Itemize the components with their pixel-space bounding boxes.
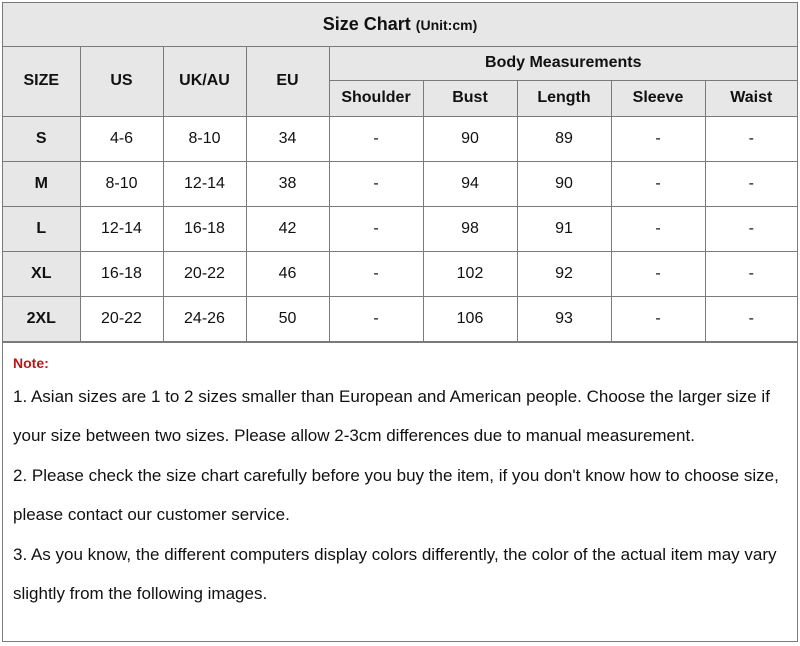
cell-bust: 94	[423, 161, 517, 206]
cell-waist: -	[705, 116, 797, 161]
cell-ukau: 24-26	[163, 296, 246, 341]
table-row	[3, 206, 797, 251]
note-item: 1. Asian sizes are 1 to 2 sizes smaller than European and American people. Choose the larger size if your size between two sizes. Please allow 2-3cm differences due to manual measurement.	[13, 386, 770, 446]
cell-bust: 90	[423, 116, 517, 161]
cell-size: 2XL	[3, 296, 80, 341]
cell-shoulder: -	[329, 296, 423, 341]
cell-size: S	[3, 116, 80, 161]
cell-ukau: 12-14	[163, 161, 246, 206]
size-table	[3, 47, 797, 342]
cell-shoulder: -	[329, 116, 423, 161]
cell-eu: 38	[246, 161, 329, 206]
header-size: SIZE	[3, 47, 80, 116]
cell-ukau: 16-18	[163, 206, 246, 251]
cell-waist: -	[705, 296, 797, 341]
cell-bust: 106	[423, 296, 517, 341]
cell-bust: 98	[423, 206, 517, 251]
table-row	[3, 296, 797, 341]
cell-eu: 46	[246, 251, 329, 296]
cell-sleeve: -	[611, 296, 705, 341]
cell-length: 90	[517, 161, 611, 206]
cell-size: XL	[3, 251, 80, 296]
size-chart-title-bar	[3, 3, 797, 47]
cell-shoulder: -	[329, 161, 423, 206]
cell-us: 20-22	[80, 296, 163, 341]
header-ukau: UK/AU	[163, 47, 246, 116]
cell-eu: 34	[246, 116, 329, 161]
cell-eu: 42	[246, 206, 329, 251]
table-row	[3, 161, 797, 206]
cell-length: 89	[517, 116, 611, 161]
cell-sleeve: -	[611, 161, 705, 206]
note-label: Note:	[13, 354, 49, 371]
header-sleeve: Sleeve	[611, 80, 705, 116]
cell-sleeve: -	[611, 116, 705, 161]
size-chart-title: Size Chart	[322, 14, 411, 34]
cell-shoulder: -	[329, 206, 423, 251]
cell-sleeve: -	[611, 251, 705, 296]
header-length: Length	[517, 80, 611, 116]
size-chart-unit: (Unit:cm)	[415, 16, 478, 33]
cell-waist: -	[705, 206, 797, 251]
cell-sleeve: -	[611, 206, 705, 251]
cell-us: 12-14	[80, 206, 163, 251]
cell-shoulder: -	[329, 251, 423, 296]
header-us: US	[80, 47, 163, 116]
cell-bust: 102	[423, 251, 517, 296]
cell-waist: -	[705, 251, 797, 296]
cell-ukau: 8-10	[163, 116, 246, 161]
cell-size: M	[3, 161, 80, 206]
notes-section	[3, 342, 797, 615]
cell-ukau: 20-22	[163, 251, 246, 296]
header-shoulder: Shoulder	[329, 80, 423, 116]
header-bust: Bust	[423, 80, 517, 116]
cell-size: L	[3, 206, 80, 251]
table-row	[3, 116, 797, 161]
cell-length: 93	[517, 296, 611, 341]
cell-us: 16-18	[80, 251, 163, 296]
cell-length: 92	[517, 251, 611, 296]
cell-length: 91	[517, 206, 611, 251]
cell-waist: -	[705, 161, 797, 206]
note-item: 3. As you know, the different computers display colors differently, the color of the actual item may vary slightly from the following images.	[13, 544, 777, 604]
header-waist: Waist	[705, 80, 797, 116]
cell-eu: 50	[246, 296, 329, 341]
note-item: 2. Please check the size chart carefully before you buy the item, if you don't know how to choose size, please contact our customer service.	[13, 465, 779, 525]
cell-us: 8-10	[80, 161, 163, 206]
table-row	[3, 251, 797, 296]
cell-us: 4-6	[80, 116, 163, 161]
header-eu: EU	[246, 47, 329, 116]
size-chart-sheet	[2, 2, 798, 642]
table-header-row-1	[3, 47, 797, 80]
header-body-measurements: Body Measurements	[329, 47, 797, 80]
